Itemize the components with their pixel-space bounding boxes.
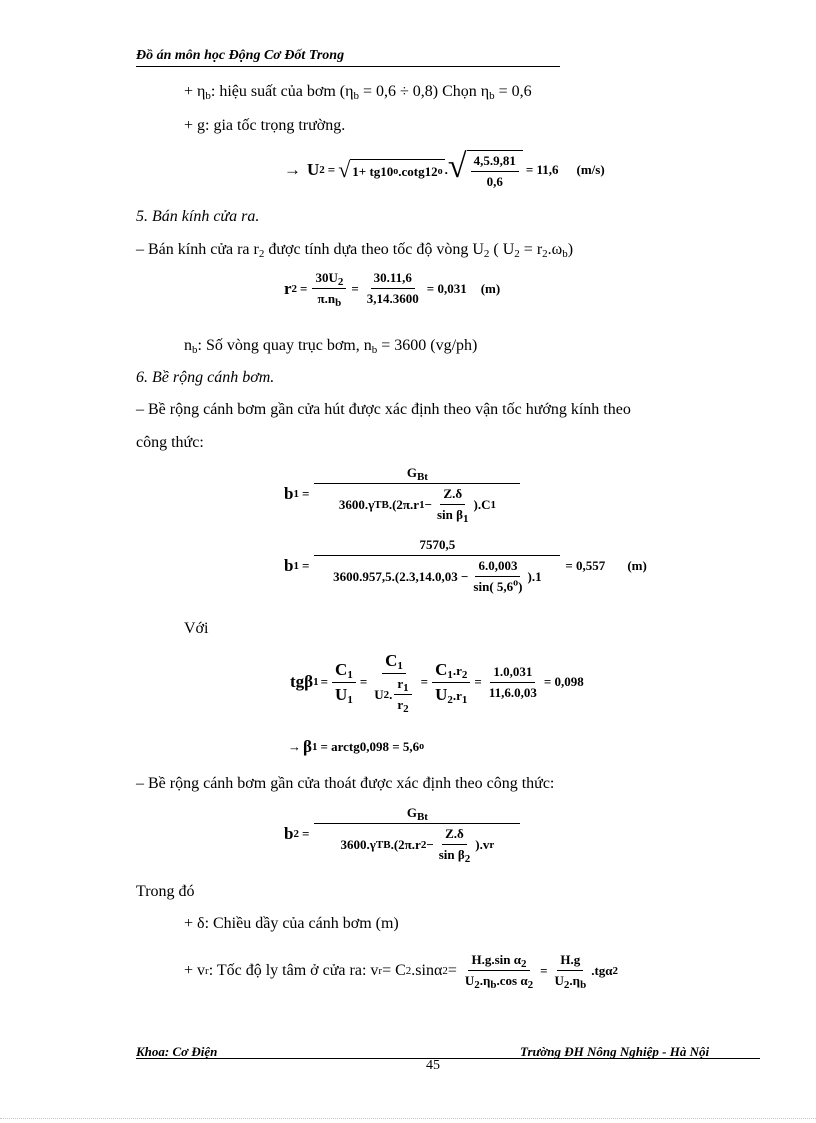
footer-university: Trường ĐH Nông Nghiệp - Hà Nội bbox=[520, 1044, 710, 1059]
page-number: 45 bbox=[426, 1058, 440, 1073]
equation-r2: r 2 = $\frac{30U_2}{\pi.n_b}$ = $\frac{30.11,6}{3,14.3600}$ = 0,031 (m) bbox=[284, 270, 501, 309]
page-header-title: Đồ án môn học Động Cơ Đốt Trong bbox=[136, 48, 560, 67]
g-definition: + g: gia tốc trọng trường. bbox=[184, 117, 346, 134]
equation-beta1: → β 1 = arctg0,098 = 5,6 o bbox=[288, 737, 425, 756]
section-6-line2: công thức: bbox=[136, 434, 204, 451]
eta-b-definition: + $\eta_b$: hiệu suất của bơm $(\eta_b = 0,6 \div 0,8)$ Chọn $\eta_b = 0,6$ bbox=[184, 83, 532, 102]
section-6-line1: – Bề rộng cánh bơm gần cửa hút được xác định theo vận tốc hướng kính theo bbox=[136, 401, 631, 418]
delta-definition: + δ: Chiều dầy của cánh bơm (m) bbox=[184, 915, 399, 932]
equation-tg-beta1: tgβ 1 = $\frac{C_1}{U_1}$ = $C_1$ U 2 . $\frac{r_1}{r_2}$ = $\frac{C_1.r_2}{U_2.r_1}$ = $\frac{1.0,031}{11,6.0,03}$ = 0,098 bbox=[290, 651, 584, 715]
equation-b1-general: b 1 = $G_{Bt}$ 3600.γ TB .(2π.r 1 − $\frac{Z.\delta}{\sin \beta_1}$ ).C 1 bbox=[284, 465, 522, 523]
equation-u2: → U 2 = √ 1+ tg10 o .cotg12 o . √ $\frac{4,5.9,81}{0,6}$ = 11,6 (m/s) bbox=[284, 148, 605, 189]
equation-b2-general: b 2 = $G_{Bt}$ 3600.γ TB .(2π.r 2 − $\frac{Z.\delta}{\sin \beta_2}$ ).v r bbox=[284, 805, 522, 863]
section-6-heading: 6. Bề rộng cánh bơm. bbox=[136, 369, 275, 386]
voi-label: Với bbox=[184, 620, 209, 637]
vr-definition: + v r : Tốc độ ly tâm ở cửa ra: v r = C 2 .sinα 2 = $\frac{H.g.\sin \alpha_2}{U_2.\eta_b.\cos \alpha_2}$ = $\frac{H.g}{U_2.\eta_b}$ .tgα 2 bbox=[184, 952, 619, 991]
nb-definition: $n_b$: Số vòng quay trục bơm, $n_b = 3600$ (vg/ph) bbox=[184, 337, 478, 356]
section-5-line: – Bán kính cửa ra $r_2$ được tính dựa theo tốc độ vòng $U_2$ ( $U_2 = r_2.\omega_b$) bbox=[136, 241, 574, 260]
section-5-heading: 5. Bán kính cửa ra. bbox=[136, 208, 260, 225]
page-bottom-dotted-rule bbox=[0, 1118, 816, 1119]
footer-faculty: Khoa: Cơ Điện bbox=[136, 1044, 218, 1059]
equation-b1-numeric: b 1 = 7570,5 3600.957,5.(2.3,14.0,03 − $\frac{6.0,003}{\sin( 5,6^o)}$ ).1 = 0,557 (m) bbox=[284, 537, 647, 594]
trong-do-label: Trong đó bbox=[136, 883, 195, 900]
footer-rule bbox=[136, 1058, 760, 1059]
outlet-width-intro: – Bề rộng cánh bơm gần cửa thoát được xác định theo công thức: bbox=[136, 775, 555, 792]
